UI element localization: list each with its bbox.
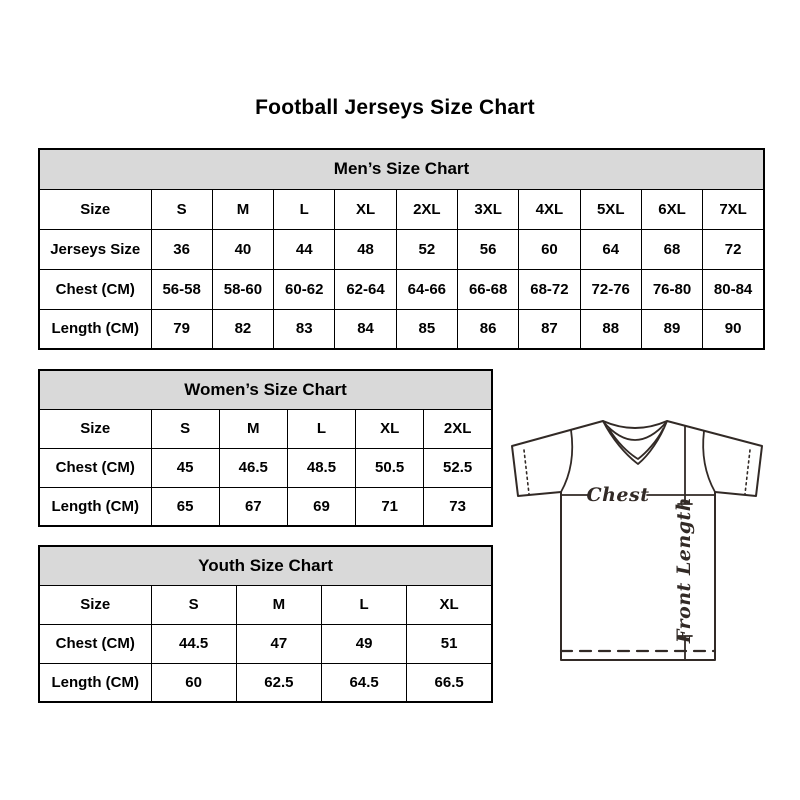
youth-value-cell: 66.5: [407, 663, 492, 702]
women-row-label: Chest (CM): [39, 448, 151, 487]
youth-size-table: [38, 545, 493, 703]
men-table-row: [39, 229, 764, 269]
youth-row-label: Chest (CM): [39, 624, 151, 663]
men-value-cell: 68: [641, 229, 702, 269]
men-value-cell: 84: [335, 309, 396, 349]
youth-value-cell: 44.5: [151, 624, 236, 663]
men-value-cell: 88: [580, 309, 641, 349]
men-value-cell: L: [274, 189, 335, 229]
youth-row-label: Length (CM): [39, 663, 151, 702]
men-value-cell: 72: [703, 229, 764, 269]
women-value-cell: 52.5: [424, 448, 492, 487]
men-value-cell: 62-64: [335, 269, 396, 309]
men-row-label: Chest (CM): [39, 269, 151, 309]
front-length-label: Front Length: [673, 496, 695, 644]
women-row-label: Length (CM): [39, 487, 151, 526]
women-table-row: [39, 409, 492, 448]
women-value-cell: XL: [356, 409, 424, 448]
men-value-cell: XL: [335, 189, 396, 229]
men-row-label: Jerseys Size: [39, 229, 151, 269]
chest-label: Chest: [586, 484, 650, 506]
youth-table-row: [39, 585, 492, 624]
men-value-cell: 79: [151, 309, 212, 349]
men-value-cell: 58-60: [212, 269, 273, 309]
men-value-cell: 87: [519, 309, 580, 349]
men-table-row: [39, 269, 764, 309]
men-row-label: Size: [39, 189, 151, 229]
womens-size-table: [38, 369, 493, 527]
men-value-cell: 68-72: [519, 269, 580, 309]
women-value-cell: 69: [287, 487, 355, 526]
men-value-cell: 40: [212, 229, 273, 269]
men-value-cell: 36: [151, 229, 212, 269]
men-row-label: Length (CM): [39, 309, 151, 349]
women-value-cell: L: [287, 409, 355, 448]
youth-value-cell: 51: [407, 624, 492, 663]
women-value-cell: 73: [424, 487, 492, 526]
youth-value-cell: L: [322, 585, 407, 624]
youth-row-label: Size: [39, 585, 151, 624]
women-value-cell: 67: [219, 487, 287, 526]
youth-value-cell: S: [151, 585, 236, 624]
men-value-cell: 60-62: [274, 269, 335, 309]
men-value-cell: 64: [580, 229, 641, 269]
men-table-row: [39, 189, 764, 229]
men-value-cell: M: [212, 189, 273, 229]
men-value-cell: 64-66: [396, 269, 457, 309]
men-value-cell: 60: [519, 229, 580, 269]
women-value-cell: S: [151, 409, 219, 448]
men-value-cell: 2XL: [396, 189, 457, 229]
men-value-cell: 44: [274, 229, 335, 269]
men-value-cell: 83: [274, 309, 335, 349]
men-value-cell: S: [151, 189, 212, 229]
jersey-outline: [512, 421, 762, 660]
men-table-row: [39, 309, 764, 349]
women-row-label: Size: [39, 409, 151, 448]
men-value-cell: 4XL: [519, 189, 580, 229]
women-value-cell: 65: [151, 487, 219, 526]
youth-value-cell: 47: [236, 624, 321, 663]
youth-table-row: [39, 663, 492, 702]
men-value-cell: 3XL: [457, 189, 518, 229]
youth-value-cell: 49: [322, 624, 407, 663]
men-value-cell: 82: [212, 309, 273, 349]
youth-value-cell: M: [236, 585, 321, 624]
men-value-cell: 76-80: [641, 269, 702, 309]
men-value-cell: 56-58: [151, 269, 212, 309]
men-value-cell: 66-68: [457, 269, 518, 309]
women-value-cell: 45: [151, 448, 219, 487]
men-value-cell: 56: [457, 229, 518, 269]
men-value-cell: 52: [396, 229, 457, 269]
men-value-cell: 85: [396, 309, 457, 349]
men-value-cell: 48: [335, 229, 396, 269]
women-table-title: Women’s Size Chart: [39, 370, 492, 409]
men-value-cell: 86: [457, 309, 518, 349]
women-table-row: [39, 448, 492, 487]
men-table-title: Men’s Size Chart: [39, 149, 764, 189]
men-value-cell: 80-84: [703, 269, 764, 309]
youth-value-cell: XL: [407, 585, 492, 624]
men-value-cell: 72-76: [580, 269, 641, 309]
jersey-measurement-diagram: [500, 403, 780, 688]
page-title: Football Jerseys Size Chart: [255, 96, 535, 119]
youth-value-cell: 64.5: [322, 663, 407, 702]
men-value-cell: 89: [641, 309, 702, 349]
women-value-cell: 71: [356, 487, 424, 526]
women-value-cell: 46.5: [219, 448, 287, 487]
men-value-cell: 7XL: [703, 189, 764, 229]
women-value-cell: M: [219, 409, 287, 448]
men-value-cell: 6XL: [641, 189, 702, 229]
women-value-cell: 2XL: [424, 409, 492, 448]
youth-value-cell: 60: [151, 663, 236, 702]
men-value-cell: 90: [703, 309, 764, 349]
women-value-cell: 48.5: [287, 448, 355, 487]
men-value-cell: 5XL: [580, 189, 641, 229]
youth-table-row: [39, 624, 492, 663]
women-table-row: [39, 487, 492, 526]
mens-size-table: [38, 148, 765, 350]
youth-table-title: Youth Size Chart: [39, 546, 492, 585]
youth-value-cell: 62.5: [236, 663, 321, 702]
women-value-cell: 50.5: [356, 448, 424, 487]
